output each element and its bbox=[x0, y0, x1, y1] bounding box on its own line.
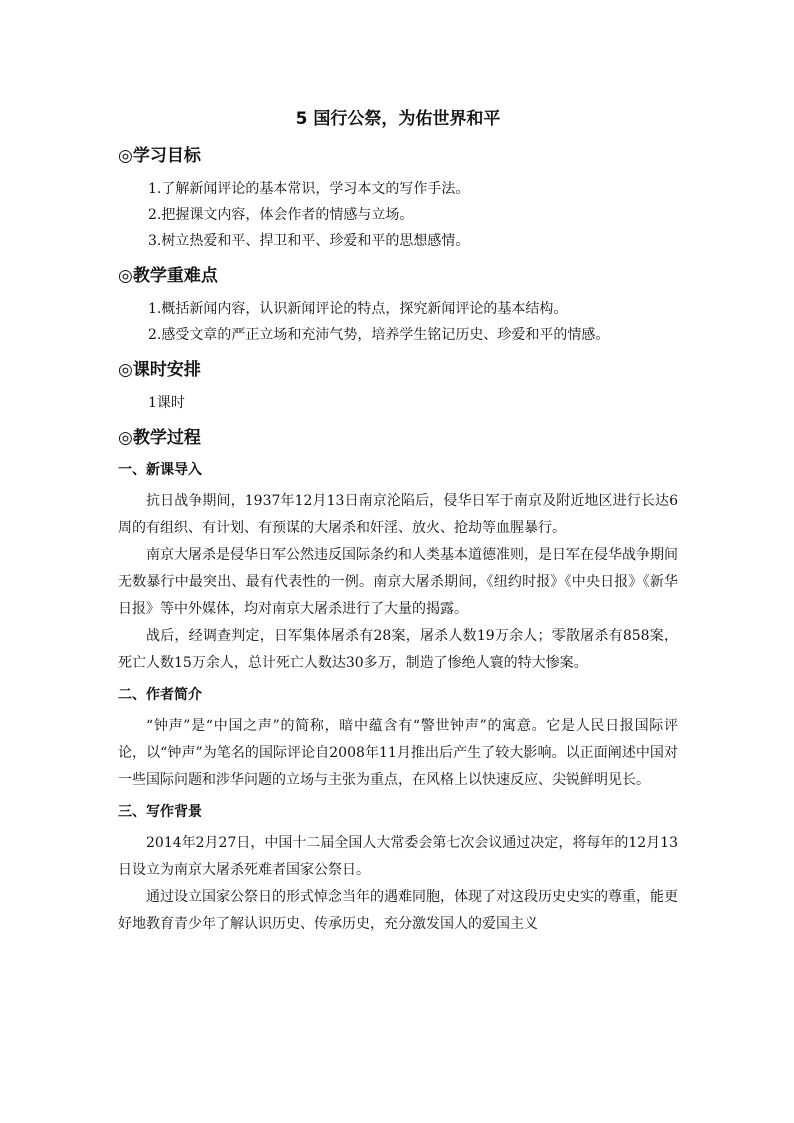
section-key-points bbox=[118, 264, 678, 348]
list-item: 1课时 bbox=[148, 395, 185, 411]
section-teaching-process bbox=[118, 426, 678, 938]
paragraph: “钟声”是“中国之声”的简称，暗中蕴含有“警世钟声”的寓意。它是人民日报国际评论，以“钟声”为笔名的国际评论自2008年11月推出后产生了较大影响。以正面阐述中国对一些国际问题和涉华问题的立场与主张为重点，在风格上以快速反应、尖锐鲜明见长。 bbox=[118, 718, 678, 788]
list-item: 1.了解新闻评论的基本常识，学习本文的写作手法。 bbox=[148, 181, 470, 197]
subsection-heading: 一、新课导入 bbox=[118, 462, 202, 478]
subsection-heading: 三、写作背景 bbox=[118, 804, 202, 820]
list-item: 3.树立热爱和平、捍卫和平、珍爱和平的思想感情。 bbox=[148, 233, 470, 249]
paragraph: 战后，经调查判定，日军集体屠杀有28案，屠杀人数19万余人；零散屠杀有858案，死亡人数15万余人，总计死亡人数达30多万，制造了惨绝人寰的特大惨案。 bbox=[118, 628, 678, 671]
section-heading: ◎课时安排 bbox=[118, 360, 201, 380]
paragraph: 通过设立国家公祭日的形式悼念当年的遇难同胞，体现了对这段历史史实的尊重，能更好地教育青少年了解认识历史、传承历史，充分激发国人的爱国主义 bbox=[118, 889, 678, 932]
section-heading: ◎教学过程 bbox=[118, 428, 201, 448]
section-learning-goals bbox=[118, 144, 678, 254]
list-item: 1.概括新闻内容，认识新闻评论的特点，探究新闻评论的基本结构。 bbox=[148, 301, 568, 317]
paragraph: 抗日战争期间，1937年12月13日南京沦陷后，侵华日军于南京及附近地区进行长达6周的有组织、有计划、有预谋的大屠杀和奸淫、放火、抢劫等血腥暴行。 bbox=[118, 493, 678, 536]
paragraph: 2014年2月27日，中国十二届全国人大常委会第七次会议通过决定，将每年的12月13日设立为南京大屠杀死难者国家公祭日。 bbox=[118, 835, 678, 878]
document-page bbox=[118, 96, 678, 938]
section-heading: ◎学习目标 bbox=[118, 146, 201, 166]
section-heading: ◎教学重难点 bbox=[118, 266, 218, 286]
document-title: 5 国行公祭，为佑世界和平 bbox=[295, 109, 501, 129]
paragraph: 南京大屠杀是侵华日军公然违反国际条约和人类基本道德准则，是日军在侵华战争期间无数暴行中最突出、最有代表性的一例。南京大屠杀期间，《纽约时报》《中央日报》《新华日报》等中外媒体，均对南京大屠杀进行了大量的揭露。 bbox=[118, 547, 678, 617]
section-schedule bbox=[118, 358, 678, 416]
list-item: 2.把握课文内容，体会作者的情感与立场。 bbox=[148, 207, 414, 223]
subsection-heading: 二、作者简介 bbox=[118, 687, 202, 703]
list-item: 2.感受文章的严正立场和充沛气势，培养学生铭记历史、珍爱和平的情感。 bbox=[148, 327, 610, 343]
